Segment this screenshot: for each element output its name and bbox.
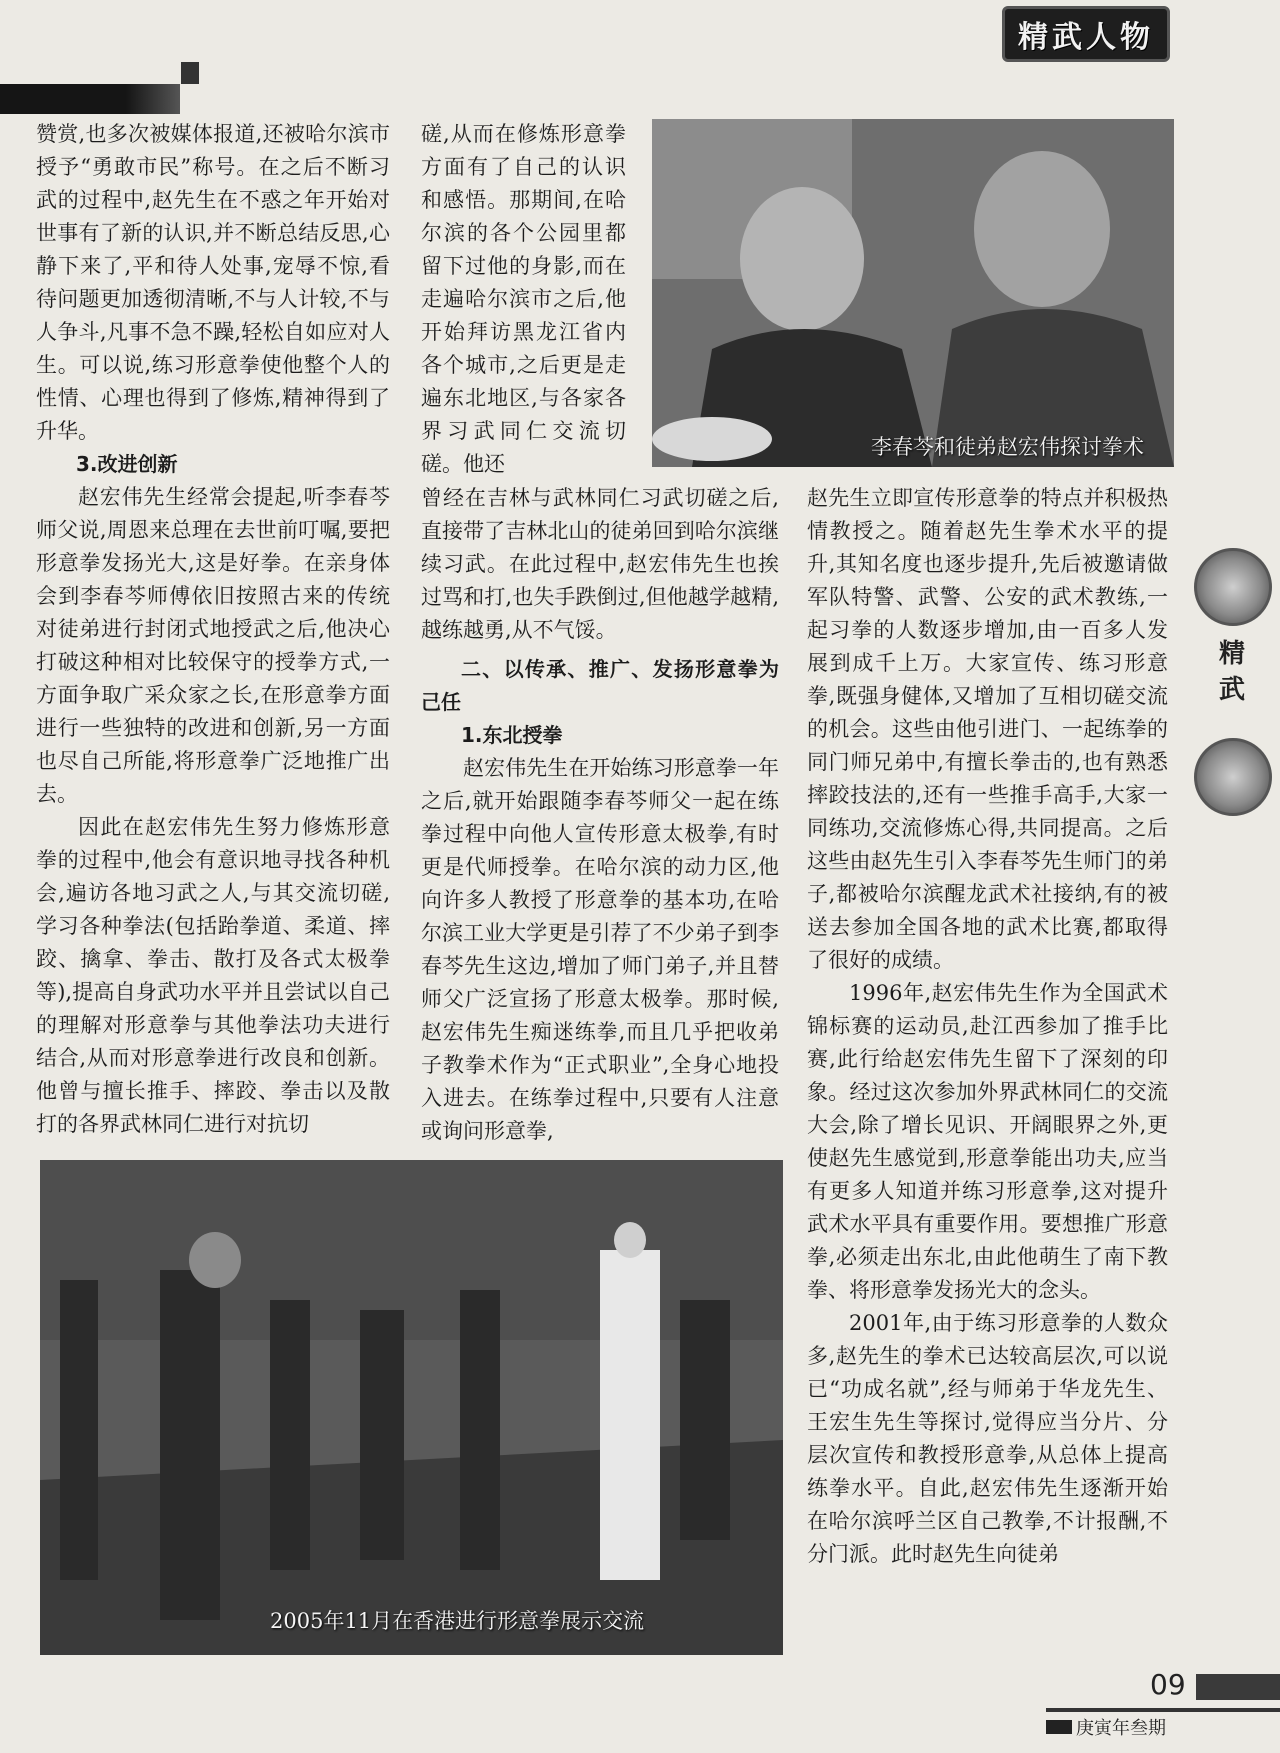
article-column-2 [421,482,779,1148]
footer-rule [1046,1708,1280,1712]
page-number: 09 [1150,1668,1186,1701]
side-tab-char: 武 [1218,675,1245,705]
subheading-improvement: 3.改进创新 [76,452,178,476]
section-tag-label: 精武人物 [1018,20,1154,55]
paragraph: 赵先生立即宣传形意拳的特点并积极热情教授之。随着赵先生拳术水平的提升,其知名度也逐步提升,先后被邀请做军队特警、武警、公安的武术教练,一起习拳的人数逐步增加,由一百多人发展到成千上万。大家宣传、练习形意拳,既强身健体,又增加了互相切磋交流的机会。这些由他引进门、一起练拳的同门师兄弟中,有擅长拳击的,也有熟悉摔跤技法的,还有一些推手高手,大家一同练功,交流修炼心得,共同提高。之后这些由赵先生引入李春芩先生师门的弟子,都被哈尔滨醒龙武术社接纳,有的被送去参加全国各地的武术比赛,都取得了很好的成绩。 [807,486,1168,972]
header-bar-decoration [0,84,180,114]
side-tab-label [1202,636,1262,708]
side-tab [1186,548,1280,808]
paragraph: 因此在赵宏伟先生努力修炼形意拳的过程中,他会有意识地寻找各种机会,遍访各地习武之人,与其交流切磋,学习各种拳法(包括跆拳道、柔道、摔跤、擒拿、拳击、散打及各式太极拳等),提高自身武功水平并且尝试以自己的理解对形意拳与其他拳法功夫进行结合,从而对形意拳进行改良和创新。他曾与擅长推手、摔跤、拳击以及散打的各界武林同仁进行对抗切 [36,815,390,1136]
photo-caption: 李春芩和徒弟赵宏伟探讨拳术 [871,435,1144,459]
paragraph: 赵宏伟先生经常会提起,听李春芩师父说,周恩来总理在去世前叮嘱,要把形意拳发扬光大,这是好拳。在亲身体会到李春芩师傅依旧按照古来的传统对徒弟进行封闭式地授武之后,他决心打破这种相对比较保守的授拳方式,一方面争取广采众家之长,在形意拳方面进行一些独特的改进和创新,另一方面也尽自己所能,将形意拳广泛地推广出去。 [36,485,390,806]
article-column-3 [807,482,1168,1571]
paragraph: 赵宏伟先生在开始练习形意拳一年之后,就开始跟随李春芩师父一起在练拳过程中向他人宣传形意太极拳,有时更是代师授拳。在哈尔滨的动力区,他向许多人教授了形意拳的基本功,在哈尔滨工业大学更是引荐了不少弟子到李春芩先生这边,增加了师门弟子,并且替师父广泛宣扬了形意太极拳。那时候,赵宏伟先生痴迷练拳,而且几乎把收弟子教拳术作为“正式职业”,全身心地投入进去。在练拳过程中,只要有人注意或询问形意拳, [421,756,779,1143]
photo-master-and-disciple [652,119,1174,467]
lion-mask-icon [1194,548,1272,626]
paragraph: 赞赏,也多次被媒体报道,还被哈尔滨市授予“勇敢市民”称号。在之后不断习武的过程中,赵先生在不惑之年开始对世事有了新的认识,并不断总结反思,心静下来了,平和待人处事,宠辱不惊,看待问题更加透彻清晰,不与人计较,不与人争斗,凡事不急不躁,轻松自如应对人生。可以说,练习形意拳使他整个人的性情、心理也得到了修炼,精神得到了升华。 [36,122,390,443]
section-heading: 二、以传承、推广、发扬形意拳为己任 [421,657,779,714]
header-square-decoration [181,62,199,84]
footer-mark [1046,1720,1072,1734]
article-column-1 [36,118,390,1141]
article-column-2-top [421,118,626,481]
photo-caption: 2005年11月在香港进行形意拳展示交流 [270,1609,645,1633]
photo-illustration [40,1160,783,1655]
paragraph: 2001年,由于练习形意拳的人数众多,赵先生的拳术已达较高层次,可以说已“功成名就”,经与师弟于华龙先生、王宏生先生等探讨,觉得应当分片、分层次宣传和教授形意拳,从总体上提高练拳水平。自此,赵宏伟先生逐渐开始在哈尔滨呼兰区自己教拳,不计报酬,不分门派。此时赵先生向徒弟 [807,1311,1168,1566]
lion-mask-icon [1194,738,1272,816]
side-tab-char: 精 [1218,639,1245,669]
photo-illustration [652,119,1174,467]
issue-label: 庚寅年叁期 [1076,1718,1166,1739]
section-tag [1002,6,1170,62]
paragraph: 磋,从而在修炼形意拳方面有了自己的认识和感悟。那期间,在哈尔滨的各个公园里都留下过他的身影,而在走遍哈尔滨市之后,他开始拜访黑龙江省内各个城市,之后更是走遍东北地区,与各家各界习武同仁交流切磋。他还 [421,122,626,476]
paragraph: 1996年,赵宏伟先生作为全国武术锦标赛的运动员,赴江西参加了推手比赛,此行给赵宏伟先生留下了深刻的印象。经过这次参加外界武林同仁的交流大会,除了增长见识、开阔眼界之外,更使赵先生感觉到,形意拳能出功夫,应当有更多人知道并练习形意拳,这对提升武术水平具有重要作用。要想推广形意拳,必须走出东北,由此他萌生了南下教拳、将形意拳发扬光大的念头。 [807,981,1168,1302]
subheading-northeast: 1.东北授拳 [461,723,563,747]
paragraph: 曾经在吉林与武林同仁习武切磋之后,直接带了吉林北山的徒弟回到哈尔滨继续习武。在此过程中,赵宏伟先生也挨过骂和打,也失手跌倒过,但他越学越精,越练越勇,从不气馁。 [421,486,779,642]
photo-demonstration [40,1160,783,1655]
page-number-bar [1196,1674,1280,1700]
